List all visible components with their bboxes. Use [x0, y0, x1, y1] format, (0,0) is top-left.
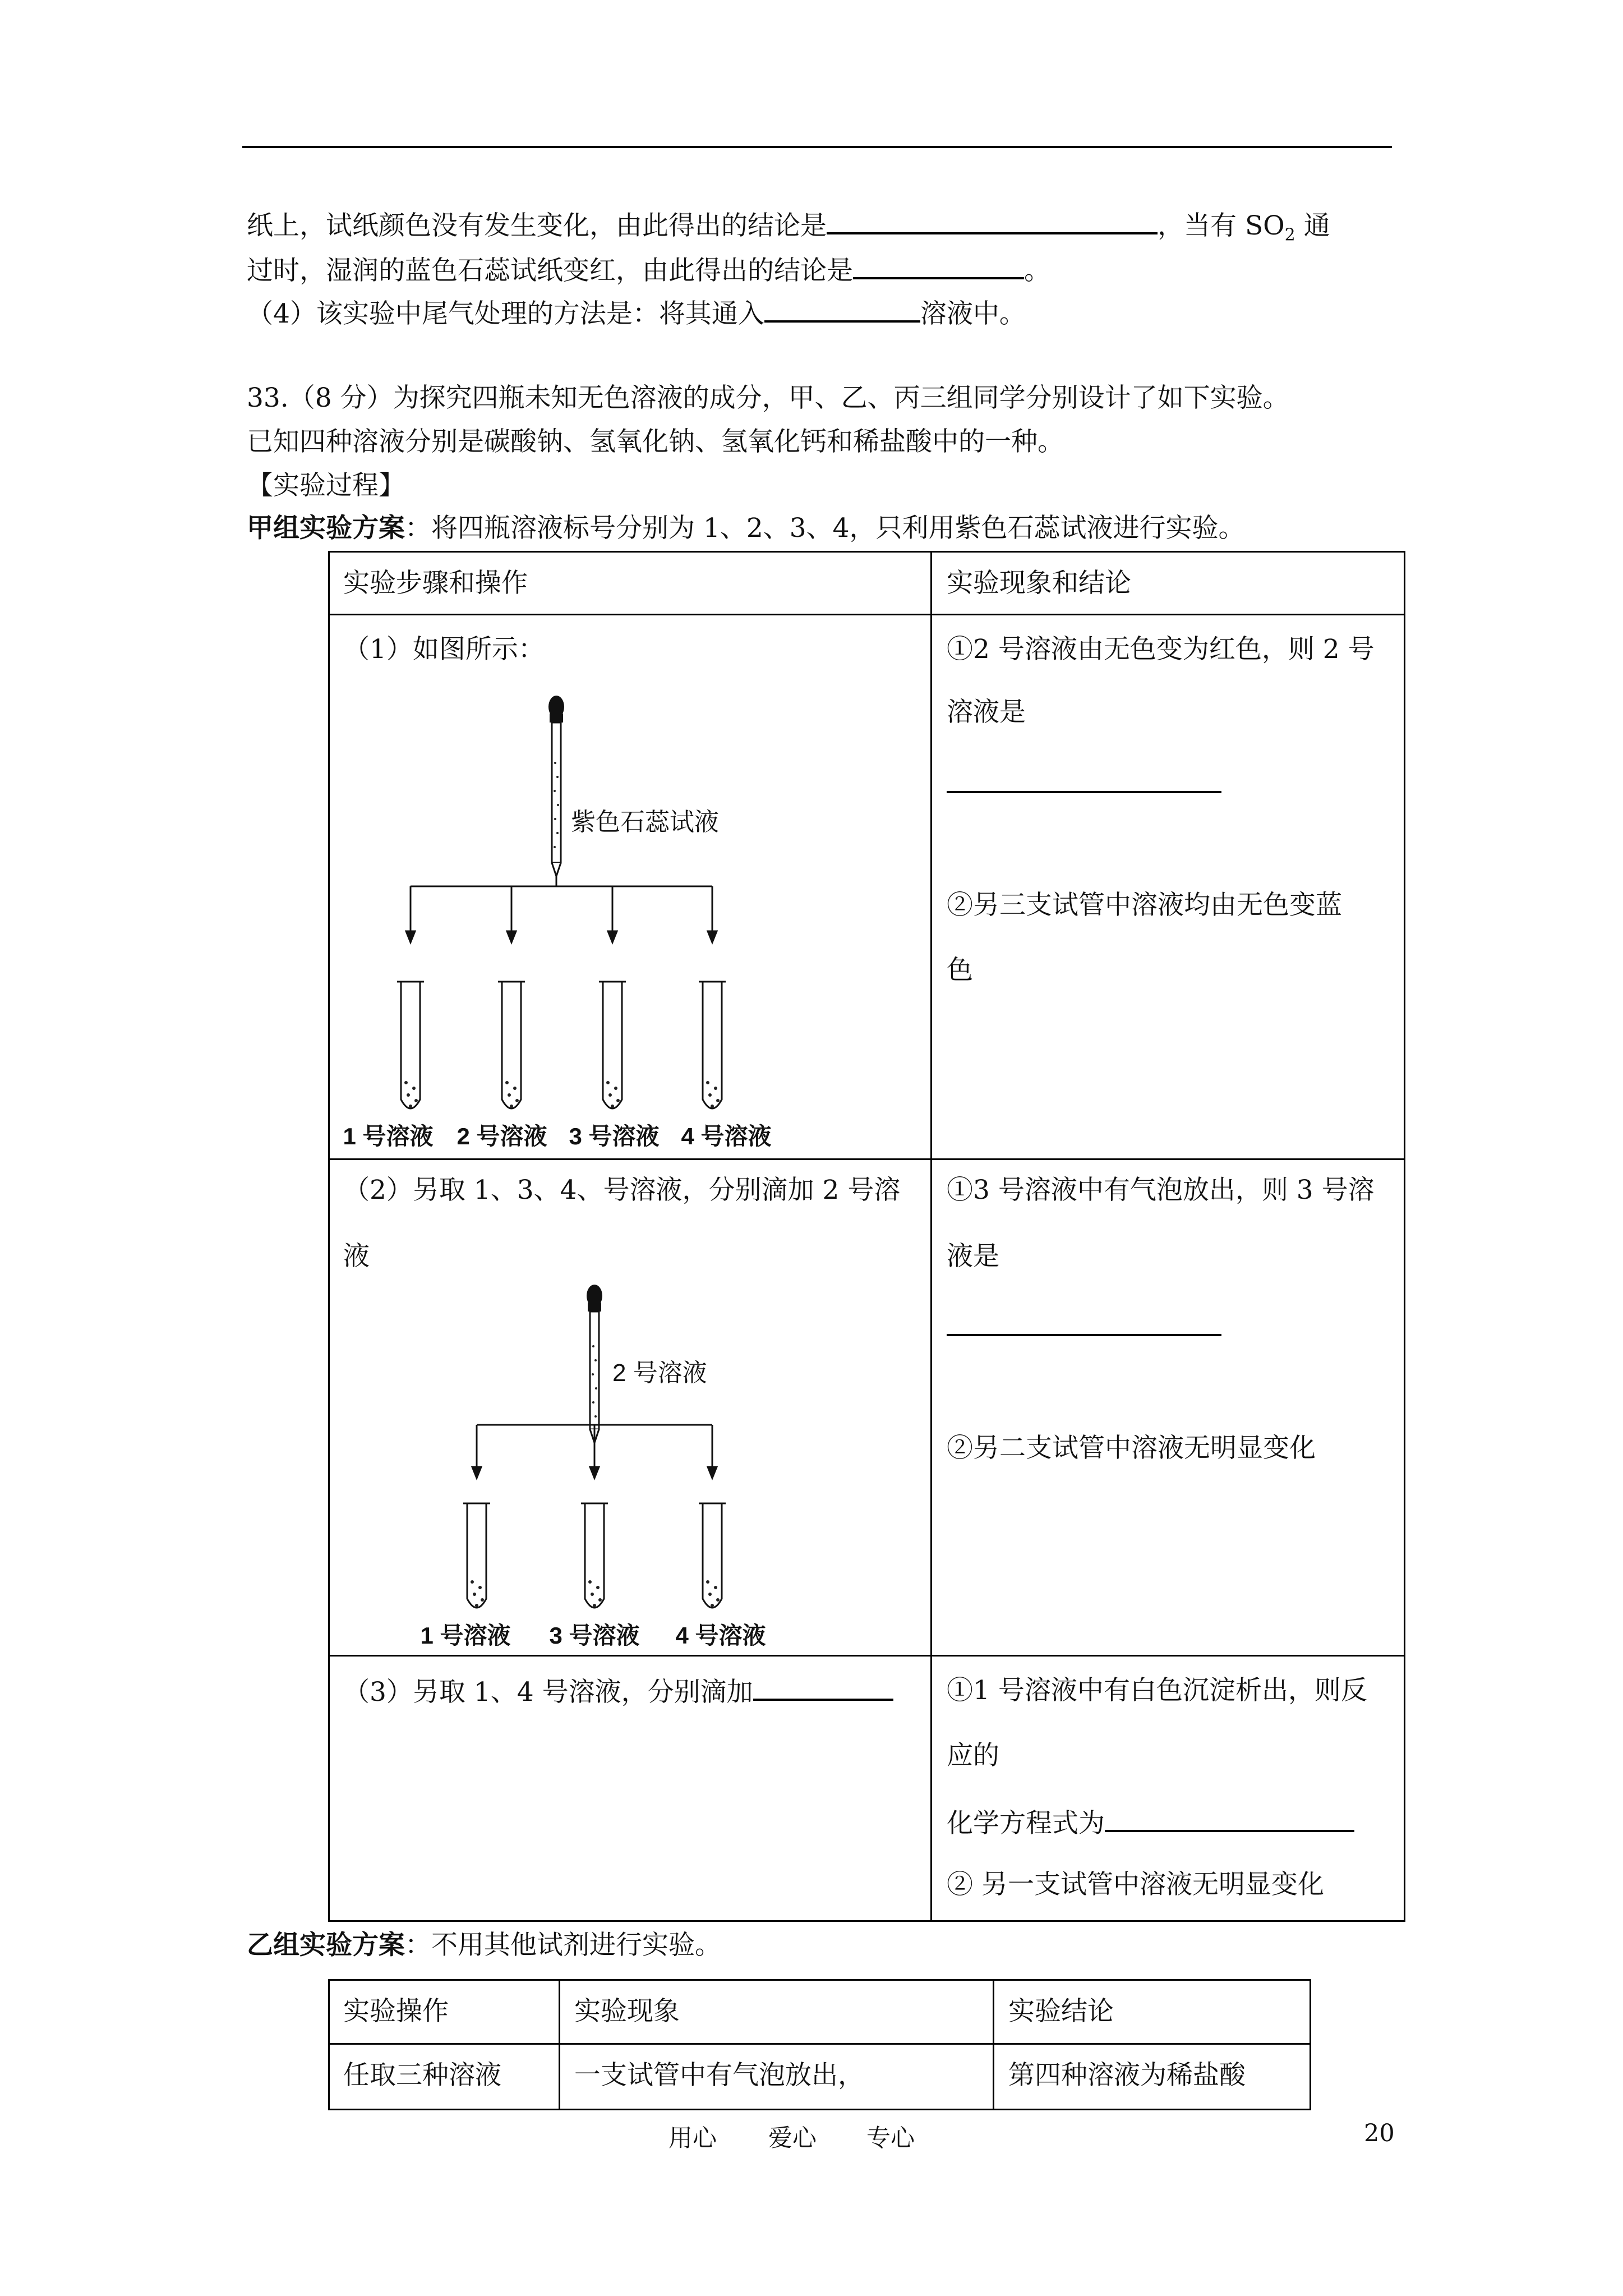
section-heading: 【实验过程】 [247, 470, 405, 501]
answer-blank[interactable] [947, 1334, 1221, 1336]
text-segment: 通 [1295, 210, 1330, 241]
table-header: 实验操作 [343, 1996, 449, 2027]
result-text: ①1 号溶液中有白色沉淀析出，则反 [947, 1675, 1367, 1706]
result-text: ② 另一支试管中溶液无明显变化 [947, 1869, 1324, 1900]
tube-label: 1 号溶液 [343, 1123, 434, 1149]
question-line: 已知四种溶液分别是碳酸钠、氢氧化钠、氢氧化钙和稀盐酸中的一种。 [247, 426, 1064, 457]
text-segment: （3）另取 1、4 号溶液，分别滴加 [343, 1677, 753, 1708]
table-divider [328, 2043, 1310, 2045]
result-text: ①3 号溶液中有气泡放出，则 3 号溶 [947, 1175, 1375, 1205]
dropper-label: 紫色石蕊试液 [571, 808, 719, 836]
table-cell: 一支试管中有气泡放出， [574, 2060, 864, 2091]
dropper-icon [548, 696, 564, 876]
test-tubes [463, 1503, 726, 1608]
text-segment: 溶液中。 [920, 298, 1026, 329]
answer-blank[interactable] [1105, 1805, 1354, 1832]
page-number: 20 [1364, 2119, 1395, 2147]
result-text: 色 [947, 955, 973, 986]
step-1-text: （1）如图所示： [343, 634, 545, 665]
table-cell: 任取三种溶液 [343, 2060, 501, 2091]
result-text: 溶液是 [947, 697, 1026, 728]
answer-blank[interactable] [827, 208, 1158, 234]
tube-label: 4 号溶液 [675, 1622, 766, 1649]
text-segment: 纸上，试纸颜色没有发生变化，由此得出的结论是 [247, 210, 827, 241]
text-segment: ，当有 SO [1158, 210, 1285, 241]
tube-label: 2 号溶液 [457, 1123, 547, 1149]
text-line [247, 252, 1050, 288]
tube-liquid [404, 1081, 720, 1108]
table-header: 实验步骤和操作 [343, 568, 528, 599]
text-segment: 化学方程式为 [947, 1808, 1105, 1839]
answer-blank[interactable] [764, 296, 920, 323]
answer-blank[interactable] [853, 252, 1024, 279]
result-text: ①2 号溶液由无色变为红色，则 2 号 [947, 634, 1375, 665]
table-divider [930, 551, 932, 1920]
group-b-text: ：不用其他试剂进行实验。 [405, 1930, 721, 1961]
dropper-icon [587, 1285, 602, 1443]
subscript: 2 [1284, 225, 1295, 245]
header-rule [242, 146, 1392, 148]
text-segment: 过时，湿润的蓝色石蕊试纸变红，由此得出的结论是 [247, 255, 853, 286]
table-header: 实验结论 [1008, 1996, 1114, 2027]
tube-label: 4 号溶液 [681, 1123, 772, 1149]
text-segment: 。 [1024, 255, 1050, 286]
table-header: 实验现象 [574, 1996, 680, 2027]
result-text: ②另三支试管中溶液均由无色变蓝 [947, 890, 1342, 921]
table-divider [328, 614, 1404, 615]
table-divider [328, 1158, 1404, 1160]
group-a-label: 甲组实验方案 [247, 513, 405, 544]
tube-label: 3 号溶液 [549, 1622, 640, 1649]
group-b-plan [247, 1929, 721, 1962]
step-3-text [343, 1674, 893, 1709]
dropper-diagram-2 [404, 1285, 830, 1655]
answer-blank[interactable] [947, 791, 1221, 793]
answer-blank[interactable] [753, 1674, 893, 1701]
text-line [247, 208, 1330, 252]
result-text [947, 1805, 1354, 1841]
footer-motto: 专心 [866, 2124, 915, 2152]
question-line: 33.（8 分）为探究四瓶未知无色溶液的成分，甲、乙、丙三组同学分别设计了如下实验。 [247, 383, 1289, 413]
footer-motto: 用心 [668, 2124, 717, 2152]
tube-label: 3 号溶液 [569, 1123, 660, 1149]
table-cell: 第四种溶液为稀盐酸 [1008, 2060, 1246, 2091]
footer-motto: 爱心 [768, 2124, 817, 2152]
group-b-label: 乙组实验方案 [247, 1930, 405, 1961]
result-text: 应的 [947, 1740, 999, 1771]
step-2-text: （2）另取 1、3、4、号溶液，分别滴加 2 号溶 [343, 1175, 901, 1205]
group-a-plan [247, 512, 1245, 545]
table-header: 实验现象和结论 [947, 568, 1131, 599]
dropper-label: 2 号溶液 [612, 1359, 707, 1387]
text-line [247, 296, 1026, 331]
result-text: ②另二支试管中溶液无明显变化 [947, 1433, 1316, 1464]
dropper-diagram-1 [336, 696, 925, 1156]
table-divider [328, 1655, 1404, 1657]
test-tubes [397, 982, 726, 1108]
tube-label: 1 号溶液 [420, 1622, 511, 1649]
group-a-text: ：将四瓶溶液标号分别为 1、2、3、4，只利用紫色石蕊试液进行实验。 [405, 513, 1245, 544]
text-segment: （4）该实验中尾气处理的方法是：将其通入 [247, 298, 764, 329]
arrows [406, 886, 717, 942]
step-2-text: 液 [343, 1241, 370, 1272]
result-text: 液是 [947, 1241, 999, 1272]
